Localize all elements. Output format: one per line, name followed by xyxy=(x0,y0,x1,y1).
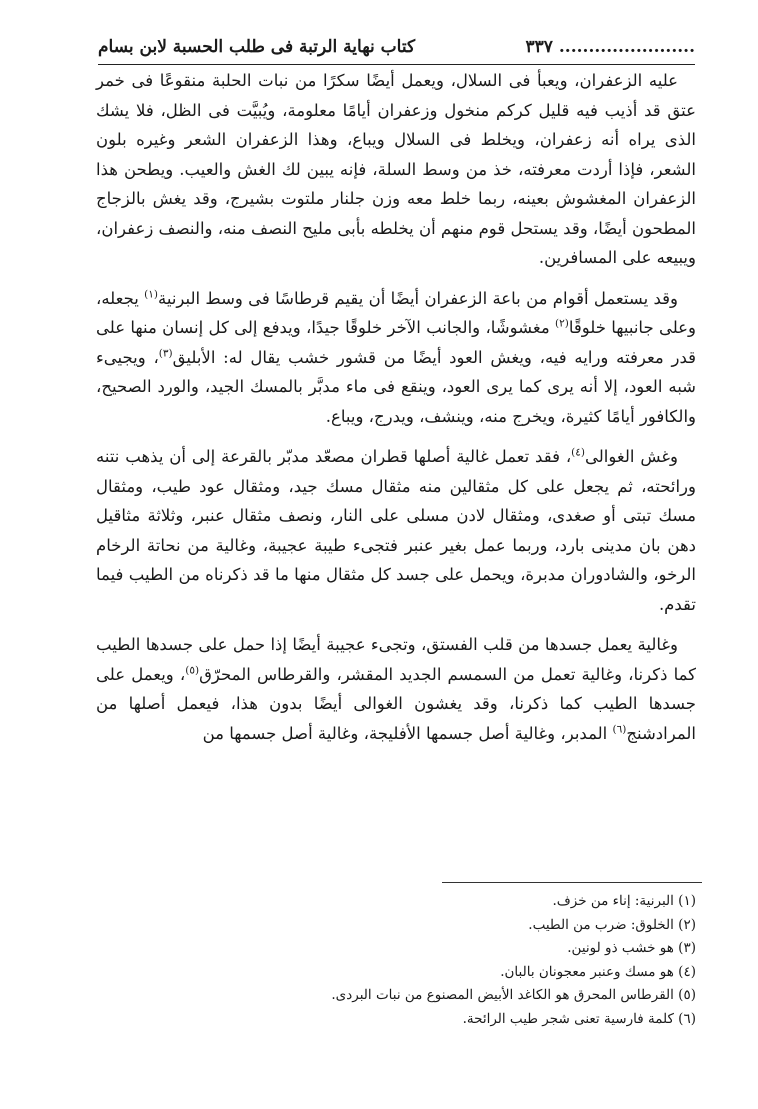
footnote-3: (٣) هو خشب ذو لونين. xyxy=(567,940,696,956)
footnote-1: (١) البرنية: إناء من خزف. xyxy=(552,893,696,909)
running-header xyxy=(98,30,695,65)
text-run: ، ويعمل على جسدها الطيب كما ذكرنا، وقد يغشون الغوالى أيضًا بدون هذا، فيعمل أصلها من المرادشنج xyxy=(96,664,696,743)
text-run: مغشوشًا، والجانب الآخر خلوقًا جيدًا، ويدفع إلى كل إنسان منها على قدر معرفته ورايه فيه، ويغش العود أيضًا من قشور خشب يقال له: الأبليق xyxy=(96,318,696,367)
footnote-6: (٦) كلمة فارسية تعنى شجر طيب الرائحة. xyxy=(462,1010,696,1027)
footnote-marker: (٣) xyxy=(158,347,173,359)
text-run: عليه الزعفران، ويعبأ فى السلال، ويعمل أيضًا سكرًا من نبات الحلبة منقوعًا فى خمر عتق قد أذيب فيه قليل كركم منخول وزعفران أيامًا معلومة، ويُبيَّت فى الظل، فلا يشك الذى يراه أنه زعفران، ويخلط فى السلال ويباع، وهذا الزعفران الشعر وغيره بلون الشعر، فإذا أردت معرفته، خذ من وسط السلة، فإنه يبين لك الغش والعيب. ويطحن هذا الزعفران المغشوش بعينه، ربما خلط معه وزن جلنار ملتوت بشيرج، وقد يغش بالزجاج المطحون أيضًا، وقد يستحل قوم منهم أن يخلطه بأبى مليح النصف منه، والنصف زعفران، ويبيعه على المسافرين. xyxy=(96,71,696,267)
text-run: ، فقد تعمل غالية أصلها قطران مصعّد مدبّر بالقرعة إلى أن يذهب نتنه ورائحته، ثم يجعل على كل مثقالين منه مثقال مسك جيد، ومثقال عود طيب، ومثقال مسك تبتى أو صغدى، ومثقال لادن مسلى على النار، ونصف مثقال عنبر، وثلاثة مثاقيل دهن بان مدينى بارد، وربما عمل بغير عنبر فتجىء طيبة عجيبة، وغالية من نحاتة الرخام الرخو، والشادوران مدبرة، ويحمل على جسد كل مثقال منها ما قد ذكرناه من الطيب فيما تقدم. xyxy=(96,447,696,614)
text-run: وغالية يعمل جسدها من قلب الفستق، وتجىء عجيبة أيضًا إذا حمل على جسدها الطيب كما ذكرنا، وغالية تعمل من السمسم الجديد المقشر، والقرطاس المحرّق xyxy=(96,635,696,684)
main-text xyxy=(96,66,696,748)
footnote-4: (٤) هو مسك وعنبر معجونان بالبان. xyxy=(500,963,696,980)
text-run: ، ويجيىء شبه العود، إلا أنه يرى كما يرى العود، وينقع فى ماء مدبَّر بالمسك الجيد، والورد الصحيح، والكافور أيامًا كثيرة، ويخرج منه، وينشف، ويدرج، ويباع. xyxy=(96,347,696,426)
footnote-marker: (٦) xyxy=(612,723,627,735)
footnote-marker: (٥) xyxy=(185,664,200,676)
text-run: المدبر، وغالية أصل جسمها الأفليجة، وغالية أصل جسمها من xyxy=(202,723,613,743)
footnote-2: (٢) الخلوق: ضرب من الطيب. xyxy=(528,916,696,933)
text-run: وغش الغوالى xyxy=(585,447,679,466)
paragraph-3 xyxy=(96,442,696,619)
footnote-marker: (٤) xyxy=(571,446,586,459)
running-title: كتاب نهاية الرتبة فى طلب الحسبة لابن بسام xyxy=(98,37,416,57)
paragraph-4 xyxy=(96,630,696,748)
footnote-marker: (٢) xyxy=(554,317,569,330)
footnotes xyxy=(100,890,696,1031)
page-number-group xyxy=(526,37,695,57)
footnote-marker: (١) xyxy=(144,288,158,300)
text-run: يجعله، وعلى جانبيها خلوقًا xyxy=(96,288,697,337)
page-number: ٣٣٧ xyxy=(525,37,553,57)
footnote-divider xyxy=(442,882,702,883)
paragraph-2 xyxy=(96,284,696,432)
paragraph-1 xyxy=(96,66,696,273)
text-run: وقد يستعمل أقوام من باعة الزعفران أيضًا أن يقيم قرطاسًا فى وسط البرنية xyxy=(158,288,678,308)
header-leader: ....................... xyxy=(558,37,695,57)
footnote-5: (٥) القرطاس المحرق هو الكاغد الأبيض المصنوع من نبات البردى. xyxy=(331,987,696,1003)
